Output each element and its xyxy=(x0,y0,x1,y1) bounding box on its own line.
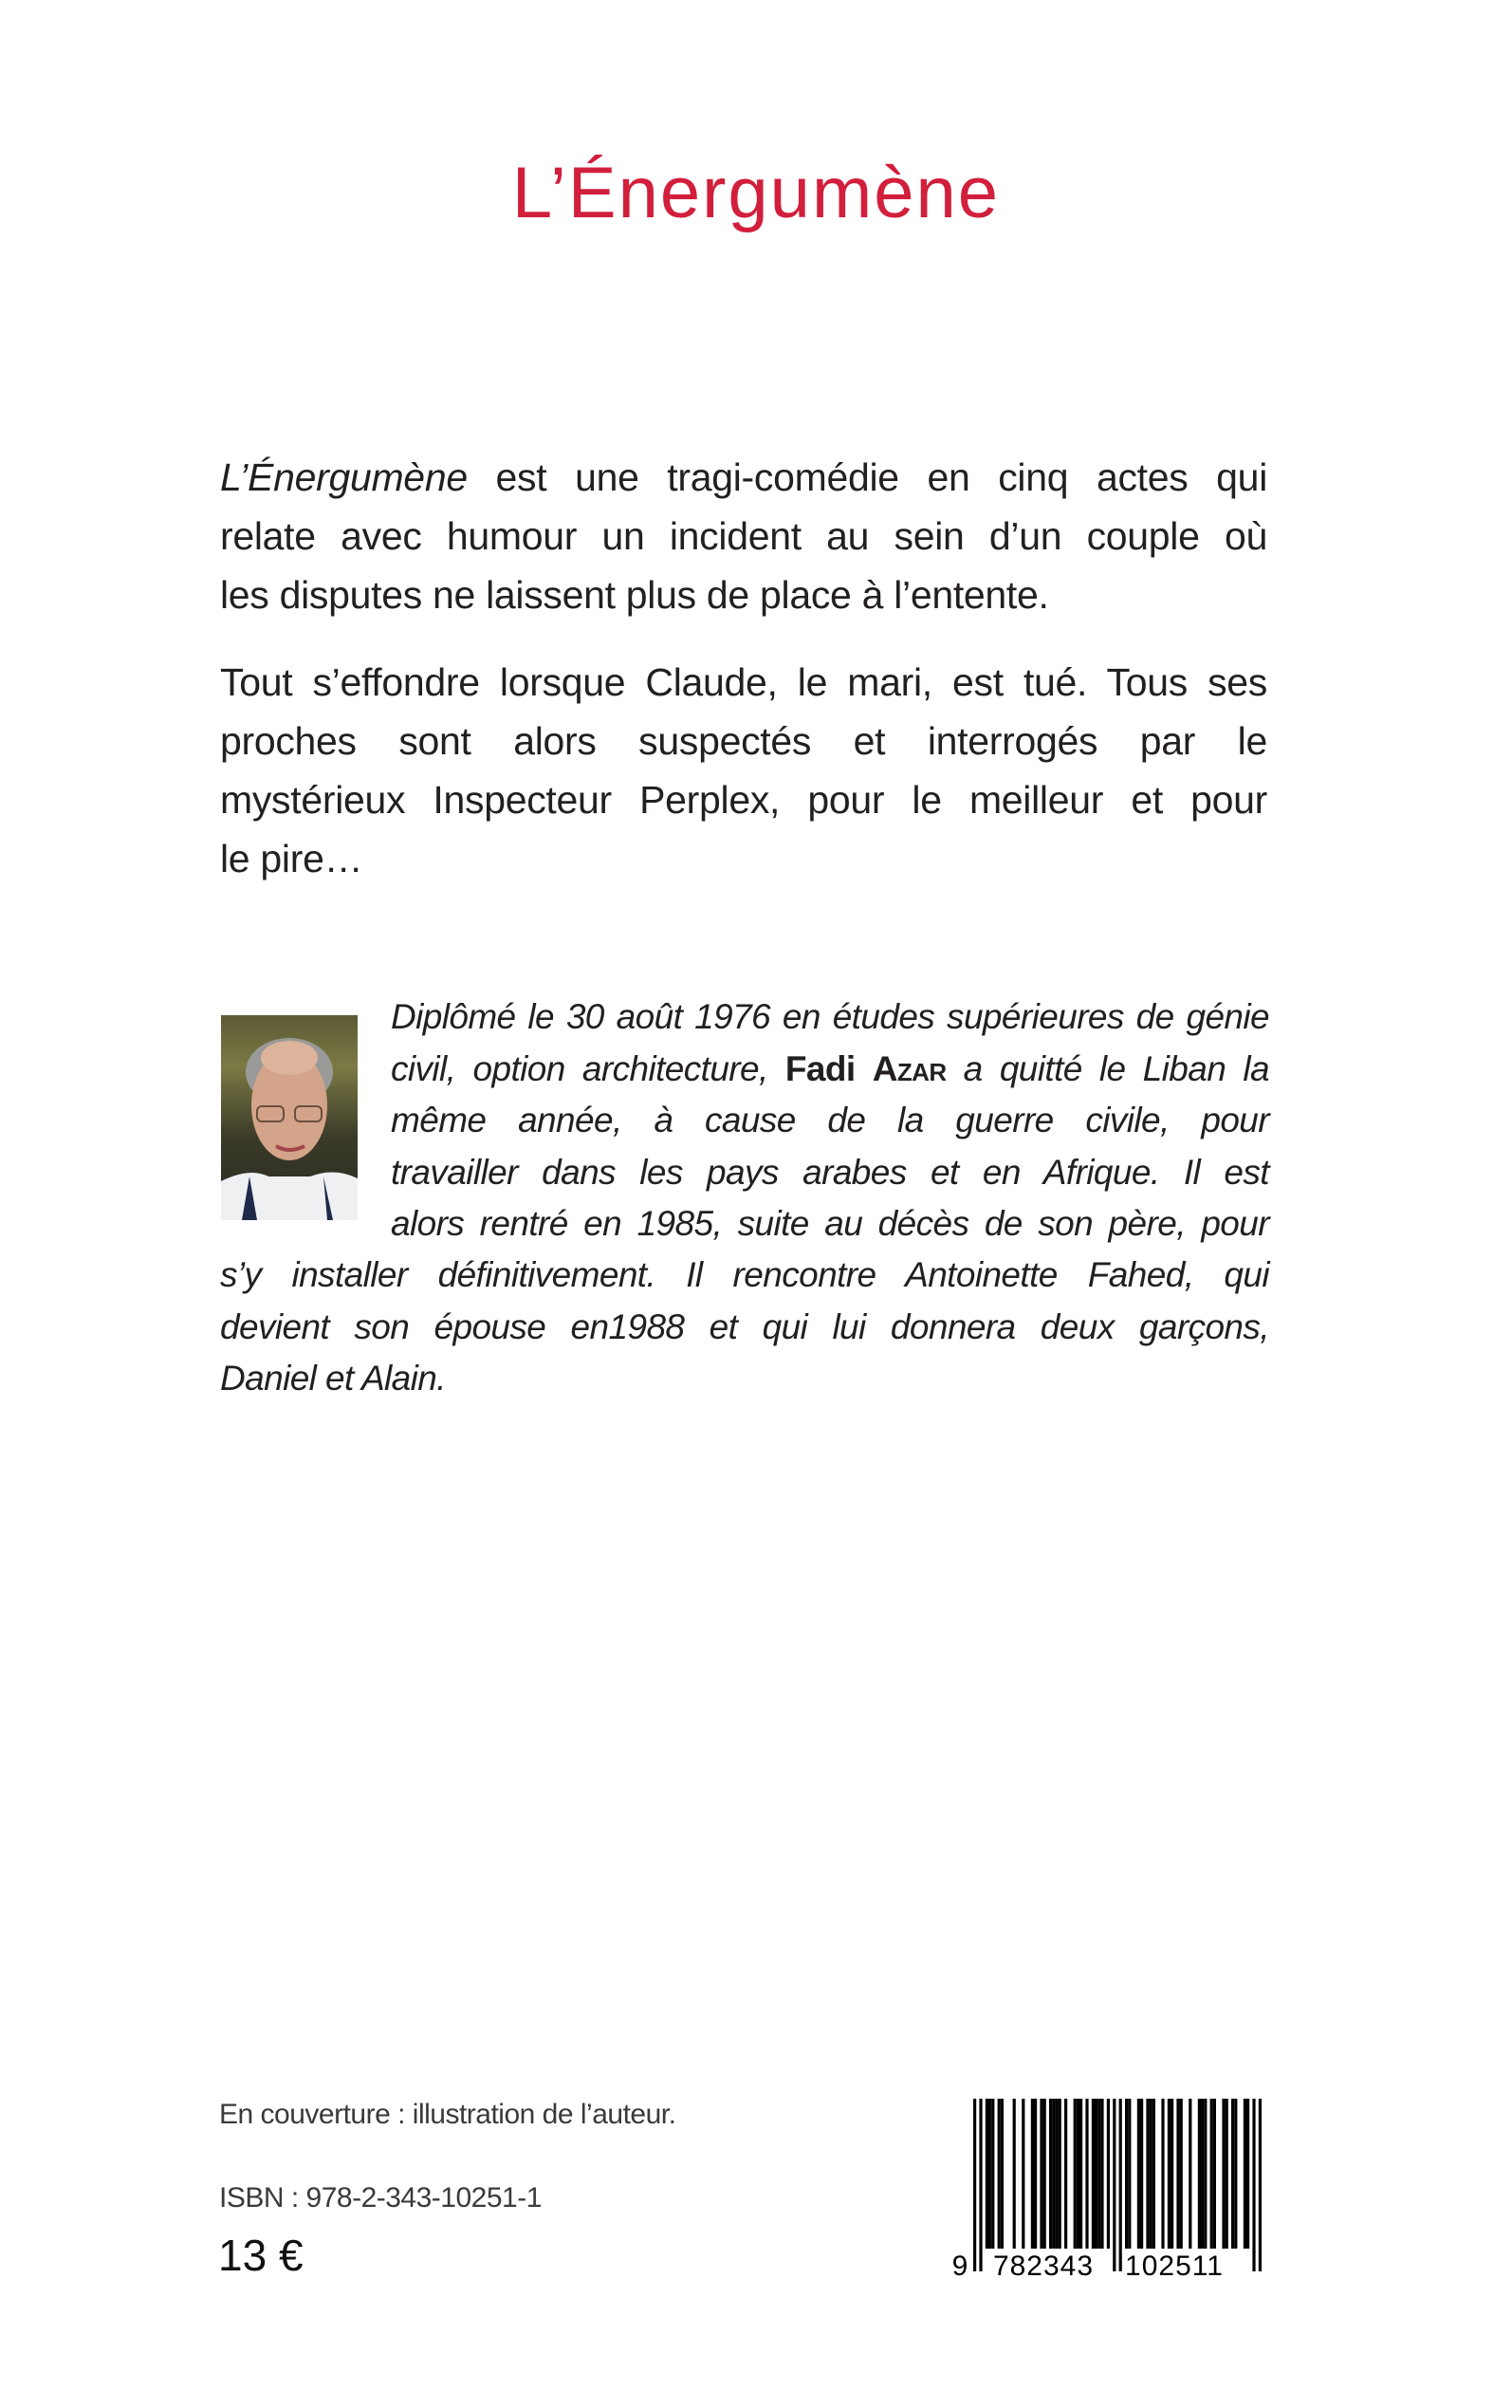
barcode-bar xyxy=(1150,2099,1152,2249)
barcode-bar xyxy=(1095,2099,1097,2249)
barcode-bar xyxy=(1049,2099,1052,2249)
text-line: Daniel et Alain. xyxy=(220,1359,446,1398)
author-name xyxy=(785,1049,947,1088)
synopsis-paragraph-1 xyxy=(220,448,1267,624)
text-line: alors rentré en 1985, suite au décès de son père, pour xyxy=(391,1204,1269,1243)
barcode-bar xyxy=(1013,2099,1016,2249)
barcode-bar xyxy=(973,2099,976,2271)
barcode-bar xyxy=(1040,2099,1042,2249)
text-line: les disputes ne laissent plus de place à l’entente. xyxy=(220,573,1049,617)
barcode-bar xyxy=(1001,2099,1004,2249)
barcode-bar xyxy=(1222,2099,1225,2249)
barcode-bar xyxy=(1113,2099,1116,2271)
cover-credit: En couverture : illustration de l’auteur. xyxy=(219,2099,676,2130)
barcode-bar xyxy=(986,2099,988,2249)
text-line: devient son épouse en1988 et qui lui donnera deux garçons, xyxy=(220,1306,1269,1346)
barcode-bar xyxy=(1146,2099,1149,2249)
barcode-first-digit: 9 xyxy=(951,2251,968,2279)
barcode-bar xyxy=(988,2099,991,2249)
barcode-bar xyxy=(1140,2099,1143,2249)
barcode-bar xyxy=(1128,2099,1131,2249)
text-line: même année, à cause de la guerre civile, pour xyxy=(391,1101,1269,1139)
text-line: proches sont alors suspectés et interrogés par le xyxy=(220,719,1267,763)
text-line: Diplômé le 30 août 1976 en études supérieures de génie xyxy=(391,997,1269,1036)
barcode-bar xyxy=(1176,2099,1179,2249)
text-line: relate avec humour un incident au sein d’un couple où xyxy=(220,514,1267,558)
barcode-bar xyxy=(1252,2099,1255,2271)
barcode-bar xyxy=(1198,2099,1201,2249)
barcode-bar xyxy=(1189,2099,1191,2249)
text-line: mystérieux Inspecteur Perplex, pour le meilleur et pour xyxy=(220,778,1267,822)
barcode-bar xyxy=(1085,2099,1088,2249)
author-last-name: Azar xyxy=(872,1048,947,1088)
text-line xyxy=(391,1044,1269,1096)
text-line: travailler dans les pays arabes et en Afrique. Il est xyxy=(391,1152,1269,1192)
barcode-right-digits: 102511 xyxy=(1125,2251,1224,2279)
text-line: s’y installer définitivement. Il rencontre Antoinette Fahed, qui xyxy=(220,1255,1269,1294)
barcode-bar xyxy=(1107,2099,1110,2249)
barcode-bar xyxy=(1052,2099,1055,2249)
barcode-bar xyxy=(1119,2099,1122,2271)
book-title: L’Énergumène xyxy=(511,153,1001,233)
title-italic: L’Énergumène xyxy=(220,455,468,499)
barcode-bar xyxy=(1168,2099,1171,2249)
barcode-bar xyxy=(1204,2099,1207,2249)
text: a quitté le Liban la xyxy=(946,1048,1269,1088)
barcode-bar xyxy=(1231,2099,1234,2249)
author-photo xyxy=(221,1015,358,1220)
text-line: Tout s’effondre lorsque Claude, le mari, est tué. Tous ses xyxy=(220,660,1267,704)
barcode-bar xyxy=(1259,2099,1262,2271)
text: est une tragi-comédie en cinq actes qui xyxy=(467,455,1267,499)
barcode-bar xyxy=(1092,2099,1095,2249)
barcode-bar xyxy=(1137,2099,1140,2249)
barcode-bar xyxy=(1064,2099,1067,2249)
barcode-bar xyxy=(1244,2099,1246,2249)
price: 13 € xyxy=(218,2231,304,2280)
barcode-bar xyxy=(1213,2099,1216,2249)
barcode-bar xyxy=(1180,2099,1183,2249)
text-line: le pire… xyxy=(220,837,363,880)
barcode-bar xyxy=(1201,2099,1204,2249)
author-bio-beside-photo xyxy=(391,991,1269,1250)
barcode-bar xyxy=(1097,2099,1100,2249)
barcode-bar xyxy=(1055,2099,1058,2249)
synopsis-paragraph-2 xyxy=(220,653,1267,888)
barcode-bar xyxy=(1226,2099,1228,2249)
barcode-bar xyxy=(998,2099,1001,2249)
barcode-left-digits: 782343 xyxy=(992,2251,1095,2279)
barcode-bar xyxy=(1152,2099,1155,2249)
barcode-bar xyxy=(1234,2099,1237,2249)
barcode-bar xyxy=(1031,2099,1034,2249)
barcode-bar xyxy=(1171,2099,1173,2249)
author-bio-below-photo xyxy=(220,1250,1269,1405)
barcode-bar xyxy=(1125,2099,1128,2249)
barcode-bar xyxy=(1100,2099,1103,2249)
isbn: ISBN : 978-2-343-10251-1 xyxy=(219,2182,542,2214)
barcode-bar xyxy=(1246,2099,1249,2249)
barcode-bar xyxy=(1043,2099,1046,2249)
barcode-bar xyxy=(1059,2099,1061,2249)
text: civil, option architecture, xyxy=(391,1048,785,1088)
barcode-bar xyxy=(1079,2099,1082,2249)
barcode-bar xyxy=(1210,2099,1213,2249)
barcode-bar xyxy=(991,2099,994,2249)
barcode-bar xyxy=(1074,2099,1077,2249)
barcode-bar xyxy=(1161,2099,1164,2249)
author-first-name: Fadi xyxy=(784,1048,856,1088)
barcode-bar xyxy=(1077,2099,1079,2249)
barcode-bar xyxy=(1022,2099,1024,2249)
barcode xyxy=(949,2099,1271,2279)
barcode-bar xyxy=(1034,2099,1037,2249)
barcode-bars xyxy=(973,2099,1262,2271)
barcode-bar xyxy=(979,2099,982,2271)
text-line xyxy=(220,448,1267,507)
